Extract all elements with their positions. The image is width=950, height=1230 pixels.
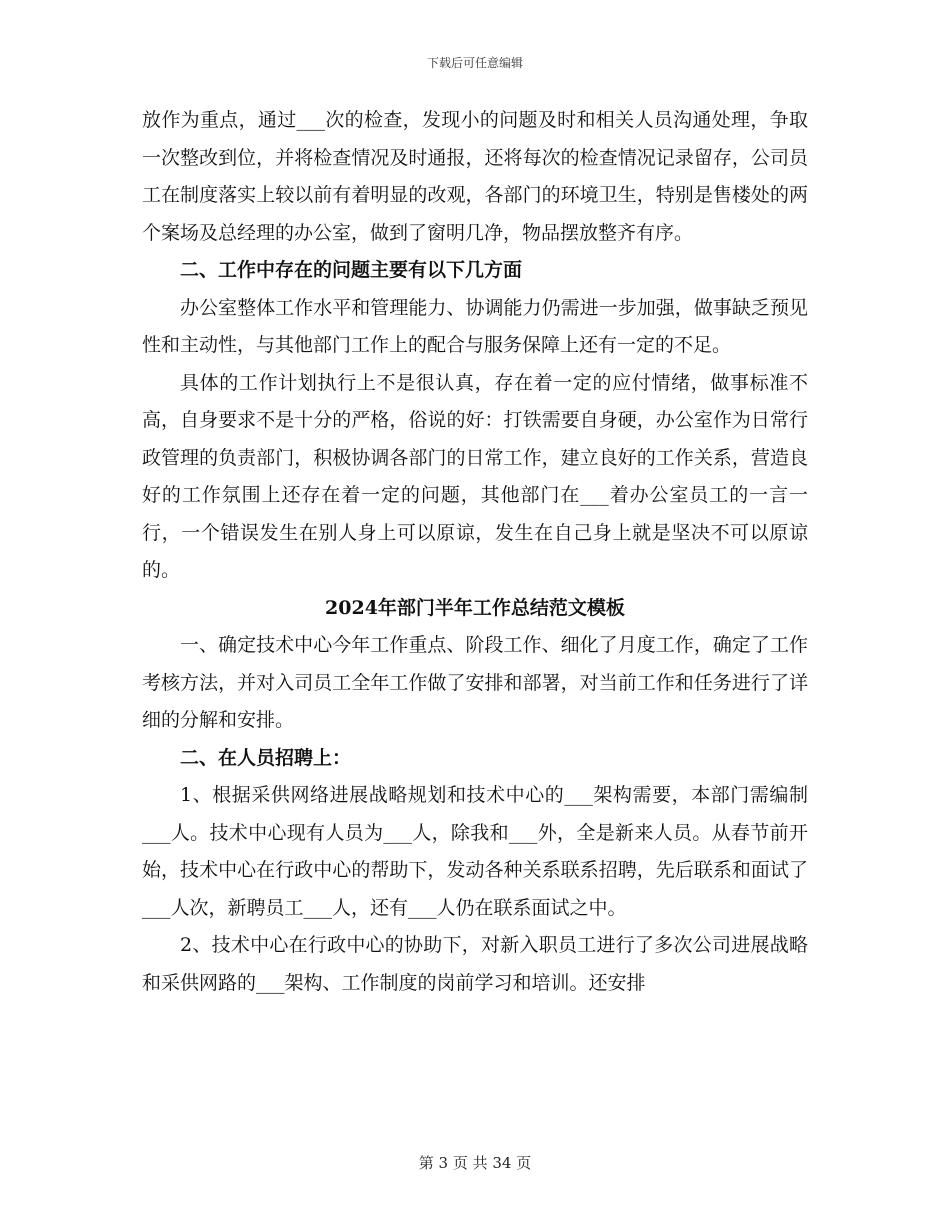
page-header: 下载后可任意编辑 [426, 56, 523, 70]
body-paragraph: 1、根据采供网络进展战略规划和技术中心的___架构需要，本部门需编制___人。技术中心现有人员为___人，除我和___外，全是新来人员。从春节前开始，技术中心在行政中心的帮助下，发动各种关系联系招聘，先后联系和面试了___人次，新聘员工___人，还有___人仍在联系面试之中。 [142, 784, 808, 919]
section-heading: 二、工作中存在的问题主要有以下几方面 [180, 259, 523, 281]
document-title: 2024年部门半年工作总结范文模板 [325, 596, 625, 619]
body-paragraph: 放作为重点，通过___次的检查，发现小的问题及时和相关人员沟通处理，争取一次整改到位，并将检查情况及时通报，还将每次的检查情况记录留存，公司员工在制度落实上较以前有着明显的改观，各部门的环境卫生，特别是售楼处的两个案场及总经理的办公室，做到了窗明几净，物品摆放整齐有序。 [142, 109, 808, 244]
page-number-footer: 第 3 页 共 34 页 [418, 1154, 532, 1172]
body-paragraph: 办公室整体工作水平和管理能力、协调能力仍需进一步加强，做事缺乏预见性和主动性，与其他部门工作上的配合与服务保障上还有一定的不足。 [142, 296, 808, 356]
body-paragraph: 一、确定技术中心今年工作重点、阶段工作、细化了月度工作，确定了工作考核方法，并对入司员工全年工作做了安排和部署，对当前工作和任务进行了详细的分解和安排。 [142, 634, 808, 731]
document-body [142, 102, 808, 1002]
body-paragraph: 具体的工作计划执行上不是很认真，存在着一定的应付情绪，做事标准不高，自身要求不是十分的严格，俗说的好：打铁需要自身硬，办公室作为日常行政管理的负责部门，积极协调各部门的日常工作，建立良好的工作关系，营造良好的工作氛围上还存在着一定的问题，其他部门在___着办公室员工的一言一行，一个错误发生在别人身上可以原谅，发生在自己身上就是坚决不可以原谅的。 [142, 371, 808, 581]
body-paragraph: 2、技术中心在行政中心的协助下，对新入职员工进行了多次公司进展战略和采供网路的___架构、工作制度的岗前学习和培训。还安排 [142, 934, 808, 994]
section-heading: 二、在人员招聘上： [180, 746, 352, 769]
